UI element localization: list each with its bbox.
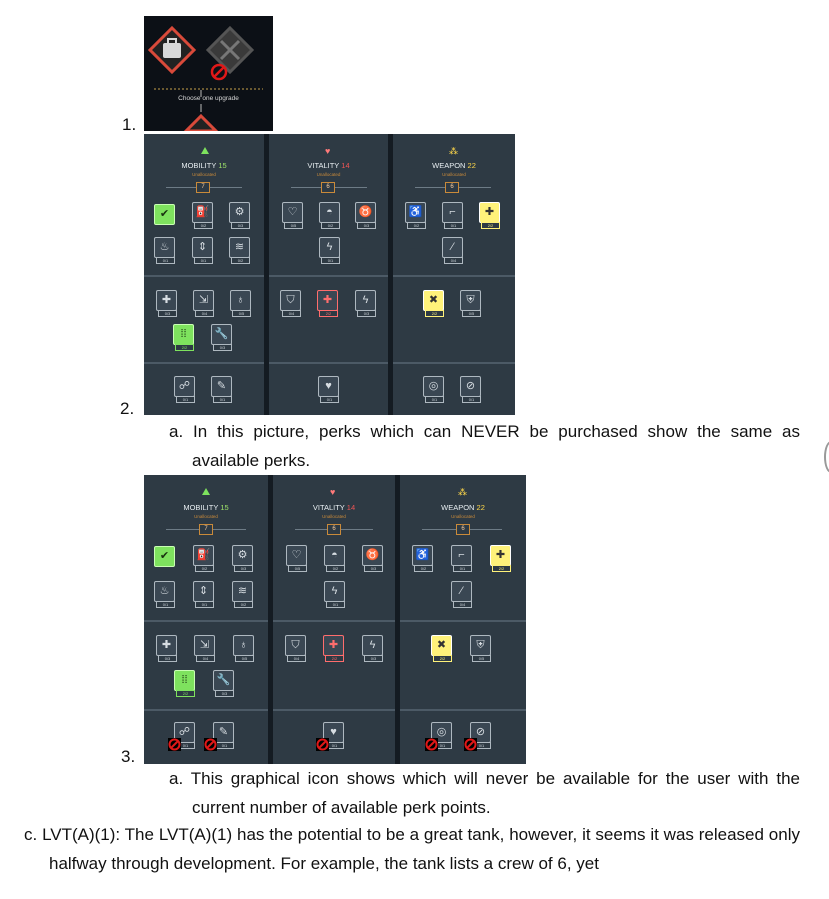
weapon-name: WEAPON — [441, 503, 475, 512]
ban-icon — [464, 738, 477, 751]
mobility-column — [144, 134, 264, 415]
perk-v3[interactable]: ♉ 0/3 — [355, 202, 376, 223]
shield-icon: ⛉ — [291, 639, 300, 651]
perk-w2[interactable]: ⌐ 0/1 — [451, 545, 472, 566]
vitality-level: 14 — [346, 503, 356, 512]
perk-v8[interactable]: ♥ 0/1 — [318, 376, 339, 397]
weapon-status: Unallocated — [451, 514, 475, 519]
perk-w2[interactable]: ⌐ 0/1 — [442, 202, 463, 223]
plus-icon: ✚ — [161, 294, 172, 306]
upgrade-choice-image — [144, 16, 273, 131]
medkit-up-icon: ✚ — [322, 294, 333, 306]
barrel-icon: ⁄ — [460, 585, 463, 597]
perk-m11[interactable]: 🔧 0/3 — [211, 324, 232, 345]
sprint-icon: ☍ — [178, 726, 191, 738]
vitality-status: Unallocated — [322, 514, 346, 519]
helmet-icon: ◓ — [326, 206, 333, 218]
perk-v6[interactable]: ✚ 2/2 — [317, 290, 338, 311]
perk-m10[interactable]: ⁞⁞ 2/2 — [174, 670, 195, 691]
weapon-column — [400, 475, 526, 764]
perk-v5[interactable]: ⛉ 0/4 — [285, 635, 306, 656]
perk-v4[interactable]: ϟ 0/1 — [319, 237, 340, 258]
mobility-level: 15 — [218, 161, 227, 170]
vitality-column — [273, 475, 395, 764]
mobility-icon — [201, 147, 209, 154]
weapon-level: 22 — [467, 161, 476, 170]
perk-m9[interactable]: ♁ 0/5 — [233, 635, 254, 656]
armor-plus-icon: ⛨ — [476, 639, 485, 651]
crate-icon — [163, 43, 181, 58]
rifle-icon: ⌐ — [458, 549, 465, 561]
shield-icon: ⛉ — [286, 294, 295, 306]
ban-icon — [204, 738, 217, 751]
vitality-points: 6 — [321, 182, 335, 193]
shield-heart-icon: ♡ — [287, 206, 298, 218]
vitality-name: VITALITY — [312, 503, 345, 512]
perk-v2[interactable]: ◓ 0/2 — [319, 202, 340, 223]
perk-v4[interactable]: ϟ 0/1 — [324, 581, 345, 602]
weapon-name: WEAPON — [432, 161, 466, 170]
pen-icon: ✎ — [218, 726, 229, 738]
perk-w1[interactable]: ♿ 0/2 — [405, 202, 426, 223]
perk-m7[interactable]: ✚ 0/3 — [156, 290, 177, 311]
perk-v2[interactable]: ◓ 0/2 — [324, 545, 345, 566]
perk-m3[interactable]: ⚙ 0/3 — [229, 202, 250, 223]
perk-w1[interactable]: ♿ 0/2 — [412, 545, 433, 566]
vitality-name: VITALITY — [307, 161, 340, 170]
loader-icon: ♿ — [408, 206, 423, 218]
skill-tree-banned-image — [144, 475, 526, 764]
exit-icon: ⇲ — [198, 294, 209, 306]
perk-v6[interactable]: ✚ 2/2 — [323, 635, 344, 656]
mobility-points: 7 — [196, 182, 210, 193]
ammo-icon: ⁂ — [449, 146, 458, 156]
weapon-points: 6 — [456, 524, 470, 535]
ammo-icon: ⁂ — [458, 487, 467, 497]
heart-plus-icon: ♥ — [330, 726, 337, 738]
list-number: 2. — [120, 399, 135, 418]
note-3a: a. This graphical icon shows which will never be available for the user with the current number of available perk points. — [169, 769, 800, 817]
track-icon: ≋ — [237, 585, 248, 597]
list-number: 1. — [122, 115, 137, 134]
plus-icon: ✚ — [161, 639, 172, 651]
mobility-points: 7 — [199, 524, 213, 535]
armor-plus-icon: ⛨ — [466, 294, 475, 306]
note-2a: a. In this picture, perks which can NEVER be purchased show the same as available perks. — [169, 422, 800, 470]
wrench-icon: 🔧 — [214, 328, 229, 340]
exit-icon: ⇲ — [199, 639, 210, 651]
perk-w5[interactable]: ✖ 2/2 — [423, 290, 444, 311]
wrench-icon: 🔧 — [216, 674, 231, 686]
crossed-tools-icon: ✖ — [436, 639, 447, 651]
perk-m7[interactable]: ✚ 0/3 — [156, 635, 177, 656]
seat-icon: ⇕ — [197, 241, 208, 253]
crossed-tools-icon: ✖ — [428, 294, 439, 306]
mobility-status: Unallocated — [192, 172, 216, 177]
driver-icon: ✔ — [159, 208, 170, 220]
mobility-icon — [202, 488, 210, 495]
perk-m2[interactable]: ⛽ 0/2 — [192, 202, 213, 223]
weapon-column — [393, 134, 515, 415]
perk-w7[interactable]: ◎ 0/1 — [423, 376, 444, 397]
perk-v3[interactable]: ♉ 0/3 — [362, 545, 383, 566]
perk-m6[interactable]: ≋ 0/2 — [229, 237, 250, 258]
mobility-header — [144, 161, 264, 170]
shield-heart-icon: ♡ — [291, 549, 302, 561]
item-c-paragraph: c. LVT(A)(1): The LVT(A)(1) has the potential to be a great tank, however, it seems it was released only halfway through development. For example, the tank lists a crew of 6, yet — [24, 825, 800, 873]
perk-m5[interactable]: ⇕ 0/1 — [192, 237, 213, 258]
perk-v7[interactable]: ϟ 0/3 — [362, 635, 383, 656]
perk-m12[interactable]: ☍ 0/1 — [174, 722, 195, 743]
vitality-column — [269, 134, 388, 415]
perk-m6[interactable]: ≋ 0/2 — [232, 581, 253, 602]
perk-m13[interactable]: ✎ 0/1 — [211, 376, 232, 397]
perk-m12[interactable]: ☍ 0/1 — [174, 376, 195, 397]
mobility-name: MOBILITY — [183, 503, 219, 512]
repair-plus-icon: ✚ — [484, 206, 495, 218]
perk-v7[interactable]: ϟ 0/3 — [355, 290, 376, 311]
heart-icon: ♥ — [330, 487, 336, 497]
gearbox-icon: ⁞⁞ — [181, 674, 188, 686]
pen-icon: ✎ — [216, 380, 227, 392]
mobility-status: Unallocated — [194, 514, 218, 519]
fire-icon: ♨ — [159, 241, 170, 253]
lungs-icon: ♉ — [358, 206, 373, 218]
upgrade-diamond-bottom — [186, 116, 216, 131]
perk-m2[interactable]: ⛽ 0/2 — [193, 545, 214, 566]
ban-icon — [425, 738, 438, 751]
perk-w5[interactable]: ✖ 2/2 — [431, 635, 452, 656]
barrel-icon: ⁄ — [451, 241, 454, 253]
perk-w4[interactable]: ⁄ 0/4 — [451, 581, 472, 602]
bolt-up-icon: ϟ — [369, 639, 376, 651]
scroll-handle[interactable] — [824, 441, 829, 473]
target-icon: ◎ — [436, 726, 447, 738]
fuel-icon: ⛽ — [195, 206, 210, 218]
perk-w6[interactable]: ⛨ 0/5 — [460, 290, 481, 311]
perk-m5[interactable]: ⇕ 0/1 — [193, 581, 214, 602]
perk-m10[interactable]: ⁞⁞ 2/2 — [173, 324, 194, 345]
perk-v1[interactable]: ♡ 0/5 — [282, 202, 303, 223]
mobility-header — [144, 503, 268, 512]
heart-plus-icon: ♥ — [325, 380, 332, 392]
perk-m9[interactable]: ♁ 0/5 — [230, 290, 251, 311]
weapon-status: Unallocated — [442, 172, 466, 177]
medkit-up-icon: ✚ — [328, 639, 339, 651]
weapon-level: 22 — [476, 503, 485, 512]
rifle-icon: ⌐ — [449, 206, 456, 218]
perk-w6[interactable]: ⛨ 0/5 — [470, 635, 491, 656]
repair-plus-icon: ✚ — [495, 549, 506, 561]
mobility-name: MOBILITY — [181, 161, 217, 170]
vitality-level: 14 — [341, 161, 350, 170]
helmet-icon: ◓ — [331, 549, 338, 561]
vitality-header — [269, 161, 388, 170]
seat-icon: ⇕ — [198, 585, 209, 597]
perk-v5[interactable]: ⛉ 0/4 — [280, 290, 301, 311]
extinguisher-icon: ♁ — [239, 639, 248, 651]
mobility-column — [144, 475, 268, 764]
target-icon: ◎ — [428, 380, 439, 392]
perk-w7[interactable]: ◎ 0/1 — [431, 722, 452, 743]
perk-m1[interactable] — [154, 546, 175, 567]
gearbox-icon: ⁞⁞ — [180, 328, 187, 340]
perk-m4[interactable]: ♨ 0/1 — [154, 581, 175, 602]
vitality-points: 6 — [327, 524, 341, 535]
vitality-status: Unallocated — [316, 172, 341, 177]
weapon-header — [400, 503, 526, 512]
upgrade-caption: Choose one upgrade — [178, 95, 239, 102]
perk-m4[interactable]: ♨ 0/1 — [154, 237, 175, 258]
loader-icon: ♿ — [415, 549, 430, 561]
upgrade-icons — [144, 16, 273, 131]
driver-icon: ✔ — [159, 550, 170, 562]
bolt-circle-icon: ϟ — [331, 585, 338, 597]
perk-v1[interactable]: ♡ 0/5 — [286, 545, 307, 566]
perk-m11[interactable]: 🔧 0/3 — [213, 670, 234, 691]
sprint-icon: ☍ — [178, 380, 191, 392]
perk-w8[interactable]: ⊘ 0/1 — [470, 722, 491, 743]
perk-w3[interactable]: ✚ 2/2 — [479, 202, 500, 223]
extinguisher-icon: ♁ — [236, 294, 245, 306]
list-number: 3. — [121, 747, 136, 766]
engine-icon: ⚙ — [237, 549, 248, 561]
engine-icon: ⚙ — [234, 206, 245, 218]
ban-icon — [168, 738, 181, 751]
bolt-circle-icon: ϟ — [326, 241, 333, 253]
track-icon: ≋ — [234, 241, 245, 253]
fuel-icon: ⛽ — [196, 549, 211, 561]
skill-tree-image — [144, 134, 515, 415]
mobility-level: 15 — [220, 503, 229, 512]
bolt-up-icon: ϟ — [362, 294, 369, 306]
perk-v8[interactable]: ♥ 0/1 — [323, 722, 344, 743]
perk-w8[interactable]: ⊘ 0/1 — [460, 376, 481, 397]
compass-icon: ⊘ — [465, 380, 476, 392]
vitality-header — [273, 503, 395, 512]
compass-icon: ⊘ — [475, 726, 486, 738]
perk-w4[interactable]: ⁄ 0/4 — [442, 237, 463, 258]
fire-icon: ♨ — [159, 585, 170, 597]
perk-m13[interactable]: ✎ 0/1 — [213, 722, 234, 743]
ban-icon — [316, 738, 329, 751]
weapon-header — [393, 161, 515, 170]
perk-m8[interactable]: ⇲ 0/4 — [193, 290, 214, 311]
heart-icon: ♥ — [325, 146, 331, 156]
weapon-points: 6 — [445, 182, 459, 193]
perk-m1[interactable] — [154, 204, 175, 225]
perk-m8[interactable]: ⇲ 0/4 — [194, 635, 215, 656]
lungs-icon: ♉ — [365, 549, 380, 561]
perk-m3[interactable]: ⚙ 0/3 — [232, 545, 253, 566]
perk-w3[interactable]: ✚ 2/2 — [490, 545, 511, 566]
